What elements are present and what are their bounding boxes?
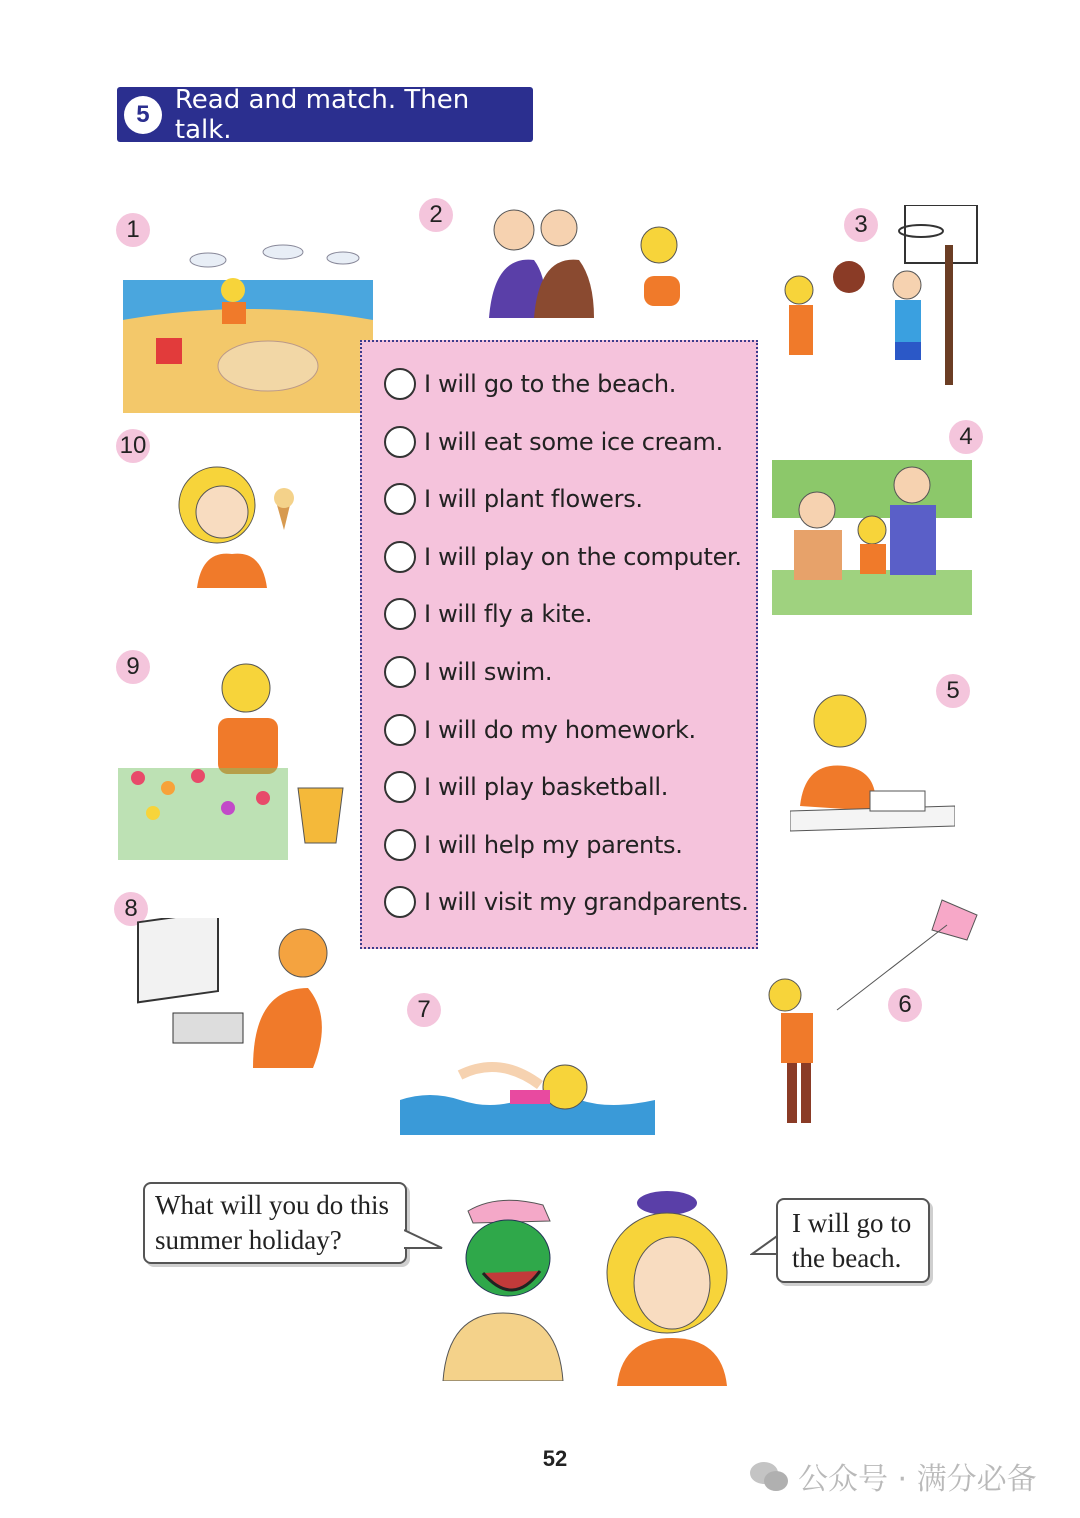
- match-circle[interactable]: [384, 714, 416, 746]
- beach-picture: [118, 238, 376, 413]
- picture-number-9: 9: [116, 650, 150, 684]
- match-circle[interactable]: [384, 656, 416, 688]
- picture-number-6: 6: [888, 988, 922, 1022]
- girl-character: [602, 1188, 742, 1386]
- match-row: [384, 424, 723, 460]
- picture-number-4: 4: [949, 420, 983, 454]
- match-row: [384, 654, 552, 690]
- kite-picture: [757, 895, 992, 1145]
- page-number: 52: [542, 1446, 568, 1471]
- match-circle[interactable]: [384, 829, 416, 861]
- sentence-text: I will visit my grandparents.: [424, 888, 749, 916]
- answer-bubble: [776, 1198, 930, 1283]
- sentence-text: I will play on the computer.: [424, 543, 742, 571]
- sentence-text: I will help my parents.: [424, 831, 683, 859]
- picture-number-10: 10: [116, 429, 150, 463]
- match-circle[interactable]: [384, 598, 416, 630]
- match-circle[interactable]: [384, 483, 416, 515]
- sentence-box: [360, 340, 758, 949]
- match-row: [384, 539, 742, 575]
- match-circle[interactable]: [384, 886, 416, 918]
- computer-picture: [133, 918, 355, 1090]
- picture-number-8: 8: [114, 892, 148, 926]
- match-circle[interactable]: [384, 426, 416, 458]
- help-parents-picture: [772, 460, 972, 615]
- plant-flowers-picture: [118, 648, 350, 860]
- swim-picture: [400, 1035, 655, 1135]
- picture-number-5: 5: [936, 674, 970, 708]
- question-line-2: summer holiday?: [155, 1225, 342, 1255]
- watermark: [748, 1454, 1037, 1498]
- match-row: [384, 884, 749, 920]
- match-row: [384, 366, 676, 402]
- exercise-title: Read and match. Then talk.: [174, 84, 470, 145]
- sentence-text: I will eat some ice cream.: [424, 428, 723, 456]
- match-circle[interactable]: [384, 771, 416, 803]
- sentence-text: I will do my homework.: [424, 716, 696, 744]
- grandparents-picture: [484, 200, 694, 318]
- match-row: [384, 769, 668, 805]
- exercise-number: 5: [124, 96, 162, 134]
- answer-line-2: the beach.: [792, 1243, 902, 1273]
- watermark-text: 公众号 · 满分必备: [798, 1462, 1037, 1497]
- question-line-1: What will you do this: [155, 1190, 389, 1220]
- homework-picture: [790, 686, 955, 858]
- sentence-text: I will swim.: [424, 658, 553, 686]
- wechat-icon: [748, 1459, 790, 1493]
- question-bubble: [143, 1182, 407, 1264]
- picture-number-2: 2: [419, 198, 453, 232]
- match-circle[interactable]: [384, 541, 416, 573]
- picture-number-1: 1: [116, 213, 150, 247]
- basketball-picture: [775, 205, 985, 385]
- sentence-text: I will play basketball.: [424, 773, 669, 801]
- sentence-text: I will go to the beach.: [424, 370, 677, 398]
- dinosaur-character: [428, 1193, 568, 1381]
- match-row: [384, 712, 696, 748]
- match-row: [384, 481, 643, 517]
- ice-cream-picture: [172, 450, 302, 588]
- match-row: [384, 596, 592, 632]
- picture-number-3: 3: [844, 208, 878, 242]
- answer-line-1: I will go to: [792, 1208, 912, 1238]
- match-circle[interactable]: [384, 368, 416, 400]
- sentence-text: I will plant flowers.: [424, 485, 643, 513]
- exercise-header: [117, 84, 533, 145]
- match-row: [384, 827, 683, 863]
- sentence-text: I will fly a kite.: [424, 600, 593, 628]
- picture-number-7: 7: [407, 993, 441, 1027]
